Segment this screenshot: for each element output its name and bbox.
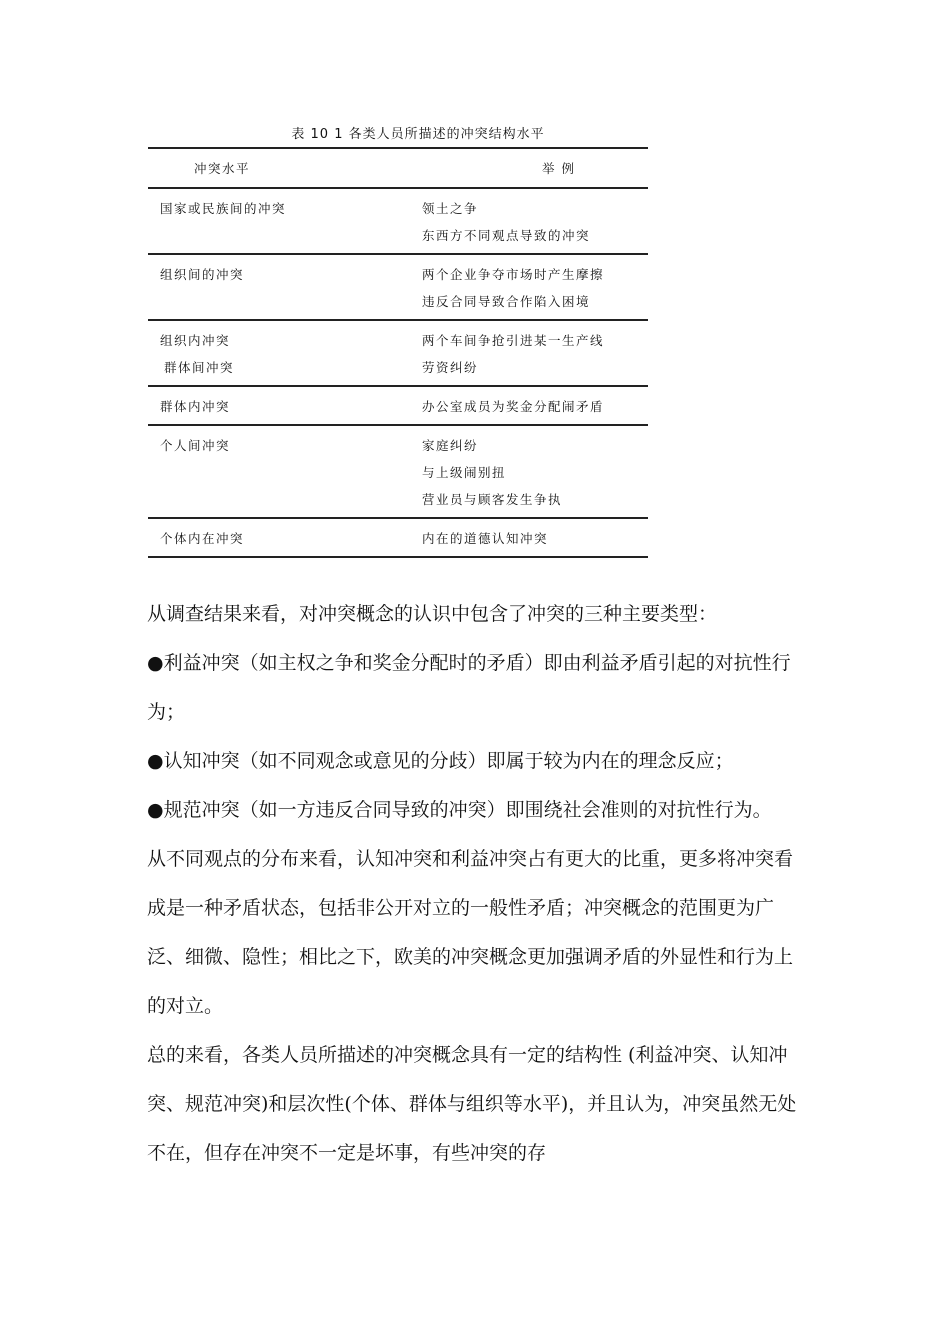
conflict-level-text: 国家或民族间的冲突 bbox=[160, 201, 287, 216]
conflict-level-table-block bbox=[148, 123, 648, 558]
conflict-level-cell bbox=[148, 386, 422, 425]
example-text: 东西方不同观点导致的冲突 bbox=[422, 228, 591, 243]
example-text: 劳资纠纷 bbox=[422, 360, 479, 375]
table-caption: 表 10 1 各类人员所描述的冲突结构水平 bbox=[291, 127, 545, 142]
table-row bbox=[148, 188, 648, 254]
conflict-level-text: 个人间冲突 bbox=[160, 438, 231, 453]
header-examples: 举 例 bbox=[422, 148, 648, 188]
example-text: 违反合同导致合作陷入困境 bbox=[422, 294, 591, 309]
example-cell bbox=[422, 320, 648, 386]
example-text: 办公室成员为奖金分配闹矛盾 bbox=[422, 399, 605, 414]
example-text: 营业员与顾客发生争执 bbox=[422, 492, 563, 507]
conflict-level-text: 群体间冲突 bbox=[164, 360, 235, 375]
conflict-level-cell bbox=[148, 320, 422, 386]
example-cell bbox=[422, 425, 648, 518]
body-text bbox=[147, 590, 807, 1178]
conflict-level-text: 个体内在冲突 bbox=[160, 531, 245, 546]
table-row bbox=[148, 425, 648, 518]
paragraph-distribution: 从不同观点的分布来看，认知冲突和利益冲突占有更大的比重，更多将冲突看成是一种矛盾状态，包括非公开对立的一般性矛盾；冲突概念的范围更为广泛、细微、隐性；相比之下，欧美的冲突概念更加强调矛盾的外显性和行为上的对立。 bbox=[147, 848, 794, 1017]
example-text: 家庭纠纷 bbox=[422, 438, 479, 453]
table-row bbox=[148, 320, 648, 386]
example-cell bbox=[422, 386, 648, 425]
paragraph-normative-conflict: ●规范冲突（如一方违反合同导致的冲突）即围绕社会准则的对抗性行为。 bbox=[147, 799, 772, 821]
table-body bbox=[148, 188, 648, 557]
conflict-level-table bbox=[148, 147, 648, 558]
table-row bbox=[148, 518, 648, 557]
example-cell bbox=[422, 254, 648, 320]
conflict-level-cell bbox=[148, 188, 422, 254]
paragraph-interest-conflict: ●利益冲突（如主权之争和奖金分配时的矛盾）即由利益矛盾引起的对抗性行为； bbox=[147, 652, 791, 723]
example-text: 内在的道德认知冲突 bbox=[422, 531, 549, 546]
conflict-level-cell bbox=[148, 254, 422, 320]
header-conflict-level: 冲突水平 bbox=[148, 148, 422, 188]
example-cell bbox=[422, 188, 648, 254]
conflict-level-cell bbox=[148, 425, 422, 518]
example-text: 与上级闹别扭 bbox=[422, 465, 507, 480]
paragraph-cognitive-conflict: ●认知冲突（如不同观念或意见的分歧）即属于较为内在的理念反应； bbox=[147, 750, 734, 772]
conflict-level-text: 组织内冲突 bbox=[160, 333, 231, 348]
table-header-row bbox=[148, 148, 648, 188]
conflict-level-text: 群体内冲突 bbox=[160, 399, 231, 414]
paragraph-summary: 总的来看，各类人员所描述的冲突概念具有一定的结构性 (利益冲突、认知冲突、规范冲突)和层次性(个体、群体与组织等水平)，并且认为，冲突虽然无处不在，但存在冲突不一定是坏事，有些冲突的存 bbox=[147, 1044, 797, 1164]
conflict-level-text: 组织间的冲突 bbox=[160, 267, 245, 282]
example-cell bbox=[422, 518, 648, 557]
table-row bbox=[148, 254, 648, 320]
example-text: 两个车间争抢引进某一生产线 bbox=[422, 333, 605, 348]
paragraph-intro: 从调查结果来看，对冲突概念的认识中包含了冲突的三种主要类型： bbox=[147, 603, 718, 625]
example-text: 两个企业争夺市场时产生摩擦 bbox=[422, 267, 605, 282]
conflict-level-cell bbox=[148, 518, 422, 557]
example-text: 领土之争 bbox=[422, 201, 479, 216]
table-row bbox=[148, 386, 648, 425]
